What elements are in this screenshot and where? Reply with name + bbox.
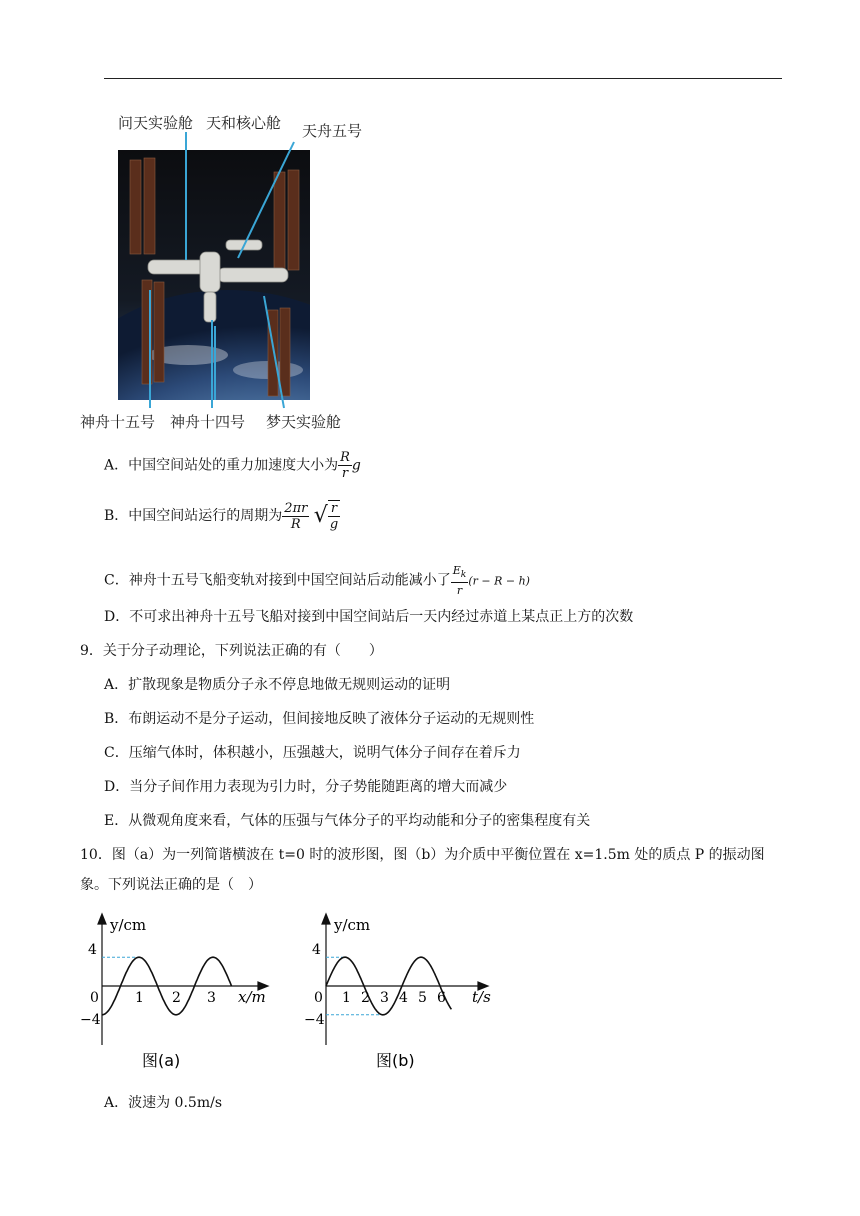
q9-option-d: D．当分子间作用力表现为引力时，分子势能随距离的增大而减少 — [104, 779, 508, 795]
q8-option-a: A．中国空间站处的重力加速度大小为 $\frac{R}{r}$ g — [104, 450, 361, 481]
q10-stem-line1: 10．图（a）为一列简谐横波在 t=0 时的波形图，图（b）为介质中平衡位置在 x=1.5m 处的质点 P 的振动图 — [80, 847, 765, 863]
graph-a-xtick-3: 3 — [207, 990, 216, 1006]
graph-a-xlabel: x/m — [238, 988, 266, 1006]
graph-a — [72, 910, 282, 1080]
graph-b-ytick-top: 4 — [312, 942, 321, 958]
label-shenzhou15: 神舟十五号 — [80, 413, 156, 431]
q10-option-a: A．波速为 0.5m/s — [104, 1095, 223, 1111]
q9-stem: 9．关于分子动理论，下列说法正确的有（ ） — [80, 643, 383, 659]
label-shenzhou14: 神舟十四号 — [170, 413, 246, 431]
q8-option-c: C．神舟十五号飞船变轨对接到中国空间站后动能减小了 $\frac{E_k}{r}$ (r − R − h) — [104, 564, 530, 598]
graph-a-caption: 图(a) — [142, 1051, 181, 1070]
graph-a-xtick-0: 0 — [90, 990, 99, 1006]
graph-a-y-arrow — [98, 914, 106, 924]
graph-b-xtick-0: 0 — [314, 990, 323, 1006]
graph-b-xtick-6: 6 — [437, 990, 446, 1006]
q10-stem-line2: 象。下列说法正确的是（ ） — [80, 877, 262, 893]
graph-a-ylabel: y/cm — [110, 916, 147, 934]
graph-b-xtick-4: 4 — [399, 990, 408, 1006]
graph-b-ylabel: y/cm — [334, 916, 371, 934]
q9-option-c: C．压缩气体时，体积越小，压强越大，说明气体分子间存在着斥力 — [104, 745, 521, 761]
graph-b — [296, 910, 506, 1080]
q9-option-b: B．布朗运动不是分子运动，但间接地反映了液体分子运动的无规则性 — [104, 711, 535, 727]
label-tianhe: 天和核心舱 — [206, 114, 282, 132]
graph-b-y-arrow — [322, 914, 330, 924]
label-mengtian: 梦天实验舱 — [266, 413, 342, 431]
q9-option-a: A．扩散现象是物质分子永不停息地做无规则运动的证明 — [104, 677, 451, 693]
graph-a-ytick-top: 4 — [88, 942, 97, 958]
label-wentian: 问天实验舱 — [118, 114, 194, 132]
figure-pointer-lines — [0, 0, 860, 440]
graph-b-xtick-5: 5 — [418, 990, 427, 1006]
q8-option-d: D．不可求出神舟十五号飞船对接到中国空间站后一天内经过赤道上某点正上方的次数 — [104, 609, 634, 625]
graph-b-ytick-bottom: −4 — [304, 1012, 325, 1028]
graph-a-xtick-2: 2 — [172, 990, 181, 1006]
graph-b-xtick-3: 3 — [380, 990, 389, 1006]
graph-b-xtick-2: 2 — [361, 990, 370, 1006]
graph-b-caption: 图(b) — [376, 1051, 415, 1070]
q9-option-e: E．从微观角度来看，气体的压强与气体分子的平均动能和分子的密集程度有关 — [104, 813, 591, 829]
graph-b-xtick-1: 1 — [342, 990, 351, 1006]
label-tianzhou5: 天舟五号 — [302, 122, 363, 140]
graph-b-xticks — [314, 990, 446, 1006]
graph-a-ytick-bottom: −4 — [80, 1012, 101, 1028]
graph-b-xlabel: t/s — [472, 988, 491, 1006]
q8-option-b: B．中国空间站运行的周期为 $\frac{2\pi r}{R}$ √ $\frac{r}{g}$ — [104, 500, 339, 532]
graph-a-xtick-1: 1 — [135, 990, 144, 1006]
